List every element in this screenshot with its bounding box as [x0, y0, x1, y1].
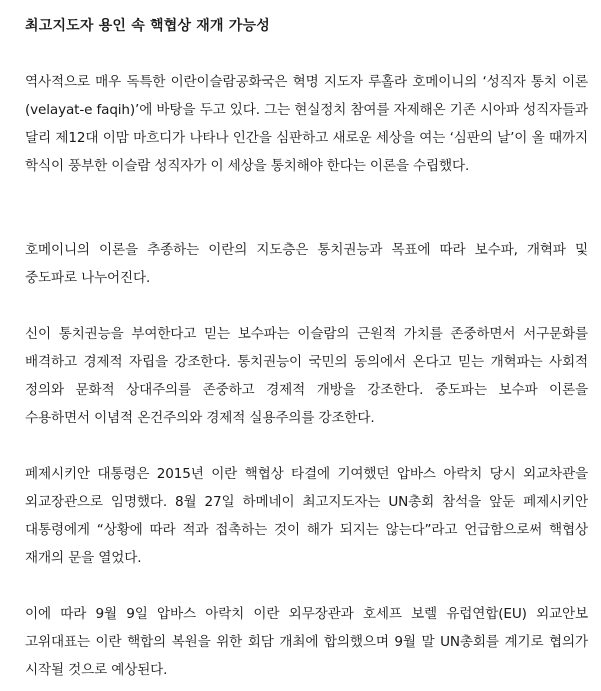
paragraph-spacer: [25, 180, 588, 236]
paragraph-velayat-e-faqih: 역사적으로 매우 독특한 이란이슬람공화국은 혁명 지도자 루홀라 호메이니의 ‘성직자 통치 이론(velayat-e faqih)’에 바탕을 두고 있다. 그는 현실정치 참여를 자제해온 기존 시아파 성직자들과 달리 제12대 이맘 마흐디가 나타나 인간을 심판하고 새로운 세상을 여는 ‘심판의 날’이 올 때까지 학식이 풍부한 이슬람 성직자가 이 세상을 통치해야 한다는 이론을 수립했다.: [25, 74, 588, 174]
article: [25, 12, 588, 684]
paragraph-leadership-factions: 호메이니의 이론을 추종하는 이란의 지도층은 통치권능과 목표에 따라 보수파, 개혁파 및 중도파로 나누어진다.: [25, 242, 588, 286]
paragraph-spacer: [25, 572, 588, 600]
paragraph-spacer: [25, 432, 588, 460]
paragraph-talks-outlook: 이에 따라 9월 9일 압바스 아락치 이란 외무장관과 호세프 보렐 유럽연합(EU) 외교안보 고위대표는 이란 핵합의 복원을 위한 회담 개최에 합의했으며 9월 말 UN총회를 계기로 협의가 시작될 것으로 예상된다.: [25, 606, 588, 678]
article-title: 최고지도자 용인 속 핵협상 재개 가능성: [25, 18, 270, 34]
paragraph-pezeshkian-appointment: 페제시키안 대통령은 2015년 이란 핵협상 타결에 기여했던 압바스 아락치 당시 외교차관을 외교장관으로 임명했다. 8월 27일 하메네이 최고지도자는 UN총회 참석을 앞둔 페제시키안 대통령에게 “상황에 따라 적과 접촉하는 것이 해가 되지는 않는다”라고 언급함으로써 핵협상 재개의 문을 열었다.: [25, 466, 588, 566]
paragraph-faction-ideologies: 신이 통치권능을 부여한다고 믿는 보수파는 이슬람의 근원적 가치를 존중하면서 서구문화를 배격하고 경제적 자립을 강조한다. 통치권능이 국민의 동의에서 온다고 믿는 개혁파는 사회적 정의와 문화적 상대주의를 존중하고 경제적 개방을 강조한다. 중도파는 보수파 이론을 수용하면서 이념적 온건주의와 경제적 실용주의를 강조한다.: [25, 326, 588, 426]
paragraph-spacer: [25, 292, 588, 320]
